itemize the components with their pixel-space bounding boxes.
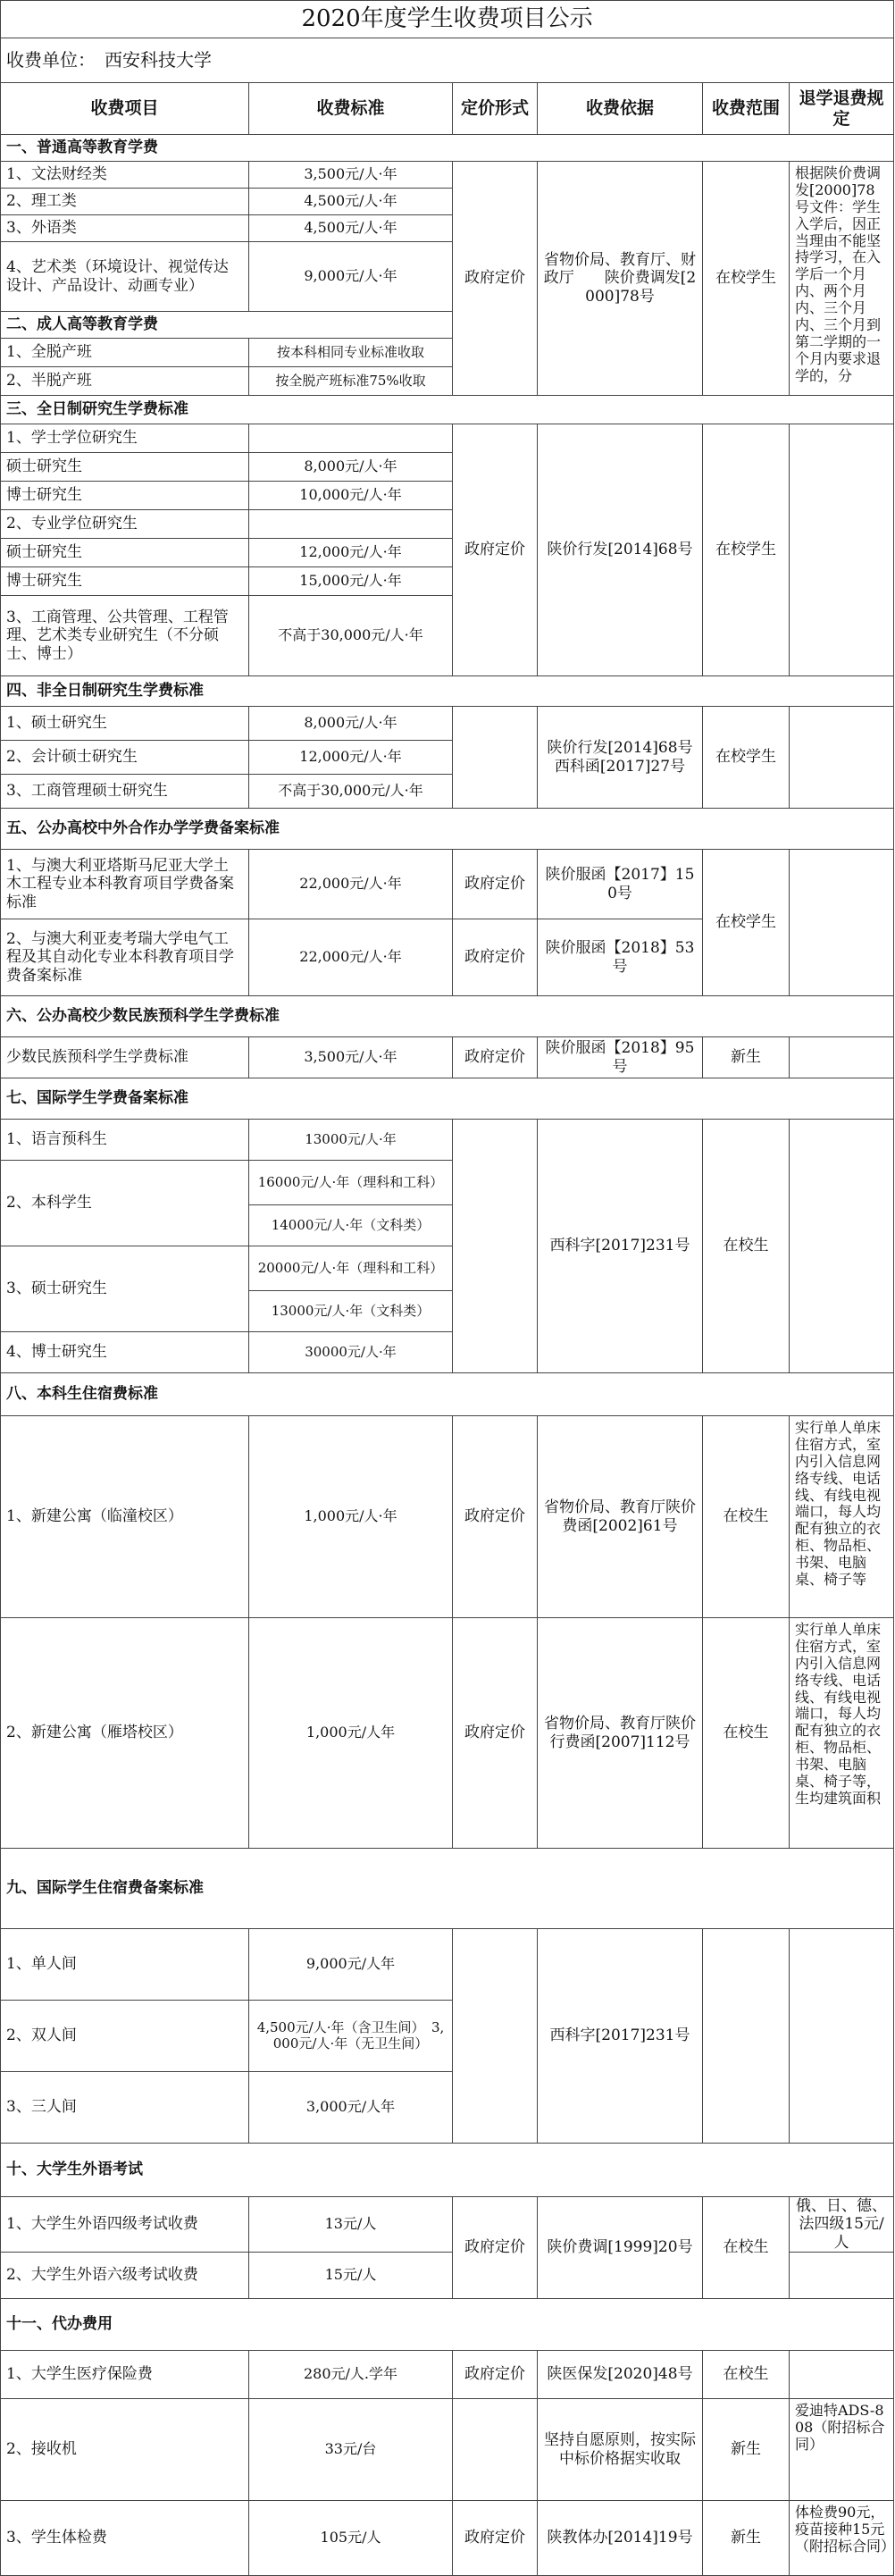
refund-rule [790, 1120, 894, 1373]
item-fee: 14000元/人·年（文科类） [249, 1205, 453, 1246]
header-scope: 收费范围 [703, 83, 790, 135]
item-name: 3、硕士研究生 [1, 1246, 249, 1332]
charge-scope: 在校学生 [703, 707, 790, 809]
item-fee: 12,000元/人·年 [249, 741, 453, 775]
item-fee: 280元/人.学年 [249, 2351, 453, 2399]
item-name: 3、三人间 [1, 2072, 249, 2144]
item-fee: 22,000元/人·年 [249, 850, 453, 919]
unit-name: 西安科技大学 [105, 48, 212, 71]
item-fee: 10,000元/人·年 [249, 482, 453, 510]
item-name: 4、博士研究生 [1, 1332, 249, 1373]
item-fee: 30000元/人·年 [249, 1332, 453, 1373]
item-name: 博士研究生 [1, 482, 249, 510]
section-title: 八、本科生住宿费标准 [1, 1373, 894, 1416]
item-fee: 15元/人 [249, 2253, 453, 2299]
refund-rule [790, 1618, 894, 1849]
item-name: 博士研究生 [1, 567, 249, 596]
charge-basis: 省物价局、教育厅、财政厅 陕价费调发[2000]78号 [538, 162, 703, 396]
section-title: 三、全日制研究生学费标准 [1, 396, 894, 424]
pricing-form: 政府定价 [453, 1416, 538, 1618]
item-fee: 33元/台 [249, 2399, 453, 2501]
charge-scope: 在校生 [703, 1618, 790, 1849]
item-fee: 4,500元/人·年 [249, 215, 453, 242]
charge-basis: 陕教体办[2014]19号 [538, 2501, 703, 2576]
charge-scope: 新生 [703, 2399, 790, 2501]
pricing-form: 政府定价 [453, 1037, 538, 1078]
item-fee: 1,000元/人·年 [249, 1416, 453, 1618]
section-title: 十一、代办费用 [1, 2299, 894, 2351]
item-name: 2、与澳大利亚麦考瑞大学电气工程及其自动化专业本科教育项目学费备案标准 [1, 919, 249, 996]
item-fee: 3,000元/人年 [249, 2072, 453, 2144]
pricing-form [453, 1929, 538, 2144]
refund-rule-text: 实行单人单床住宿方式，室内引入信息网络专线、电话线、有线电视端口，每人均配有独立的衣柜、物品柜、书架、电脑桌、椅子等，生均建筑面积 [795, 1621, 882, 1807]
item-fee: 不高于30,000元/人·年 [249, 775, 453, 809]
pricing-form: 政府定价 [453, 2501, 538, 2576]
item-name: 2、会计硕士研究生 [1, 741, 249, 775]
item-name: 2、本科学生 [1, 1161, 249, 1246]
refund-rule-text: 实行单人单床住宿方式，室内引入信息网络专线、电话线、有线电视端口，每人均配有独立的衣柜、物品柜、书架、电脑桌、椅子等 [795, 1419, 882, 1588]
refund-rule [790, 707, 894, 809]
item-name: 1、大学生医疗保险费 [1, 2351, 249, 2399]
item-fee: 12,000元/人·年 [249, 539, 453, 567]
item-fee: 3,500元/人·年 [249, 162, 453, 189]
page-title: 2020年度学生收费项目公示 [1, 1, 894, 38]
item-fee: 15,000元/人·年 [249, 567, 453, 596]
charge-scope: 新生 [703, 1037, 790, 1078]
item-name: 3、工商管理、公共管理、工程管理、艺术类专业研究生（不分硕士、博士） [1, 596, 249, 676]
pricing-form: 政府定价 [453, 919, 538, 996]
item-fee: 9,000元/人·年 [249, 242, 453, 312]
pricing-form [453, 707, 538, 809]
charge-scope: 在校生 [703, 2351, 790, 2399]
item-name: 1、全脱产班 [1, 339, 249, 367]
item-fee: 4,500元/人·年 [249, 189, 453, 215]
item-name: 2、大学生外语六级考试收费 [1, 2253, 249, 2299]
item-name: 2、半脱产班 [1, 367, 249, 396]
pricing-form: 政府定价 [453, 2351, 538, 2399]
charge-basis: 省物价局、教育厅陕价费函[2002]61号 [538, 1416, 703, 1618]
charge-scope: 新生 [703, 2501, 790, 2576]
item-fee: 20000元/人·年（理科和工科） [249, 1246, 453, 1291]
item-fee: 8,000元/人·年 [249, 707, 453, 741]
pricing-form: 政府定价 [453, 1618, 538, 1849]
charge-basis: 西科字[2017]231号 [538, 1929, 703, 2144]
item-name: 2、接收机 [1, 2399, 249, 2501]
section-title: 九、国际学生住宿费备案标准 [1, 1849, 894, 1929]
pricing-form: 政府定价 [453, 424, 538, 676]
item-name: 少数民族预科学生学费标准 [1, 1037, 249, 1078]
refund-rule [790, 2351, 894, 2399]
item-name: 硕士研究生 [1, 453, 249, 482]
item-name: 1、语言预科生 [1, 1120, 249, 1161]
item-fee: 105元/人 [249, 2501, 453, 2576]
charge-scope: 在校学生 [703, 424, 790, 676]
item-fee: 9,000元/人年 [249, 1929, 453, 2001]
item-name: 1、单人间 [1, 1929, 249, 2001]
charge-scope [703, 1929, 790, 2144]
refund-rule [790, 1037, 894, 1078]
section-title: 六、公办高校少数民族预科学生学费标准 [1, 996, 894, 1037]
item-name: 2、新建公寓（雁塔校区） [1, 1618, 249, 1849]
section-title: 四、非全日制研究生学费标准 [1, 676, 894, 707]
section-title: 七、国际学生学费备案标准 [1, 1078, 894, 1120]
item-name: 1、新建公寓（临潼校区） [1, 1416, 249, 1618]
charge-basis: 陕价服函【2018】95号 [538, 1037, 703, 1078]
refund-rule-text: 根据陕价费调发[2000]78号文件：学生入学后，因正当理由不能坚持学习，在入学后一个月内、两个月内、三个月内、三个月到第二学期的一个月内要求退学的，分 [795, 164, 882, 384]
item-name: 3、工商管理硕士研究生 [1, 775, 249, 809]
charge-basis: 陕价费调[1999]20号 [538, 2197, 703, 2299]
pricing-form: 政府定价 [453, 162, 538, 396]
charge-basis: 陕价行发[2014]68号 西科函[2017]27号 [538, 707, 703, 809]
refund-rule: 爱迪特ADS-808（附招标合同） [790, 2399, 894, 2501]
charge-basis: 陕价行发[2014]68号 [538, 424, 703, 676]
item-name: 1、硕士研究生 [1, 707, 249, 741]
charge-scope: 在校学生 [703, 850, 790, 996]
charge-basis: 省物价局、教育厅陕价行费函[2007]112号 [538, 1618, 703, 1849]
charge-basis: 陕价服函【2017】150号 [538, 850, 703, 919]
item-name: 2、专业学位研究生 [1, 510, 249, 539]
charge-scope: 在校生 [703, 1120, 790, 1373]
item-name: 4、艺术类（环境设计、视觉传达设计、产品设计、动画专业） [1, 242, 249, 312]
item-fee: 16000元/人·年（理科和工科） [249, 1161, 453, 1205]
unit-label: 收费单位： [6, 48, 87, 71]
refund-rule [790, 850, 894, 996]
refund-rule: 俄、日、德、法四级15元/人 [790, 2197, 894, 2253]
refund-rule [790, 1929, 894, 2144]
pricing-form: 政府定价 [453, 850, 538, 919]
section-title: 二、成人高等教育学费 [1, 312, 453, 339]
item-fee: 按全脱产班标准75%收取 [249, 367, 453, 396]
item-name: 硕士研究生 [1, 539, 249, 567]
item-name: 2、双人间 [1, 2001, 249, 2072]
item-name: 1、与澳大利亚塔斯马尼亚大学土木工程专业本科教育项目学费备案标准 [1, 850, 249, 919]
charge-basis: 坚持自愿原则，按实际中标价格据实收取 [538, 2399, 703, 2501]
item-fee [249, 424, 453, 453]
charge-basis: 陕医保发[2020]48号 [538, 2351, 703, 2399]
header-fee: 收费标准 [249, 83, 453, 135]
section-title: 五、公办高校中外合作办学学费备案标准 [1, 809, 894, 850]
item-name: 1、文法财经类 [1, 162, 249, 189]
item-fee: 13000元/人·年 [249, 1120, 453, 1161]
refund-rule [790, 162, 894, 396]
section-title: 十、大学生外语考试 [1, 2144, 894, 2197]
item-name: 1、学士学位研究生 [1, 424, 249, 453]
item-fee: 8,000元/人·年 [249, 453, 453, 482]
item-fee: 22,000元/人·年 [249, 919, 453, 996]
pricing-form [453, 1120, 538, 1373]
item-fee: 1,000元/人年 [249, 1618, 453, 1849]
charge-basis: 陕价服函【2018】53号 [538, 919, 703, 996]
refund-rule [790, 424, 894, 676]
item-name: 2、理工类 [1, 189, 249, 215]
header-refund: 退学退费规定 [790, 83, 894, 135]
pricing-form: 政府定价 [453, 2197, 538, 2299]
refund-rule [790, 2253, 894, 2299]
header-item: 收费项目 [1, 83, 249, 135]
charging-unit [1, 38, 894, 83]
item-name: 3、学生体检费 [1, 2501, 249, 2576]
refund-rule [790, 1416, 894, 1618]
charge-basis: 西科字[2017]231号 [538, 1120, 703, 1373]
header-pricing: 定价形式 [453, 83, 538, 135]
charge-scope: 在校学生 [703, 162, 790, 396]
item-fee: 4,500元/人·年（含卫生间） 3,000元/人·年（无卫生间） [249, 2001, 453, 2072]
section-title: 一、普通高等教育学费 [1, 135, 894, 162]
item-fee: 13元/人 [249, 2197, 453, 2253]
item-fee: 3,500元/人·年 [249, 1037, 453, 1078]
charge-scope: 在校生 [703, 1416, 790, 1618]
item-name: 1、大学生外语四级考试收费 [1, 2197, 249, 2253]
header-basis: 收费依据 [538, 83, 703, 135]
item-fee [249, 510, 453, 539]
item-fee: 13000元/人·年（文科类） [249, 1291, 453, 1332]
refund-rule [790, 2501, 894, 2576]
pricing-form [453, 2399, 538, 2501]
refund-rule-text: 体检费90元，疫苗接种15元（附招标合同） [795, 2504, 895, 2555]
item-fee: 按本科相同专业标准收取 [249, 339, 453, 367]
item-name: 3、外语类 [1, 215, 249, 242]
charge-scope: 在校生 [703, 2197, 790, 2299]
item-fee: 不高于30,000元/人·年 [249, 596, 453, 676]
